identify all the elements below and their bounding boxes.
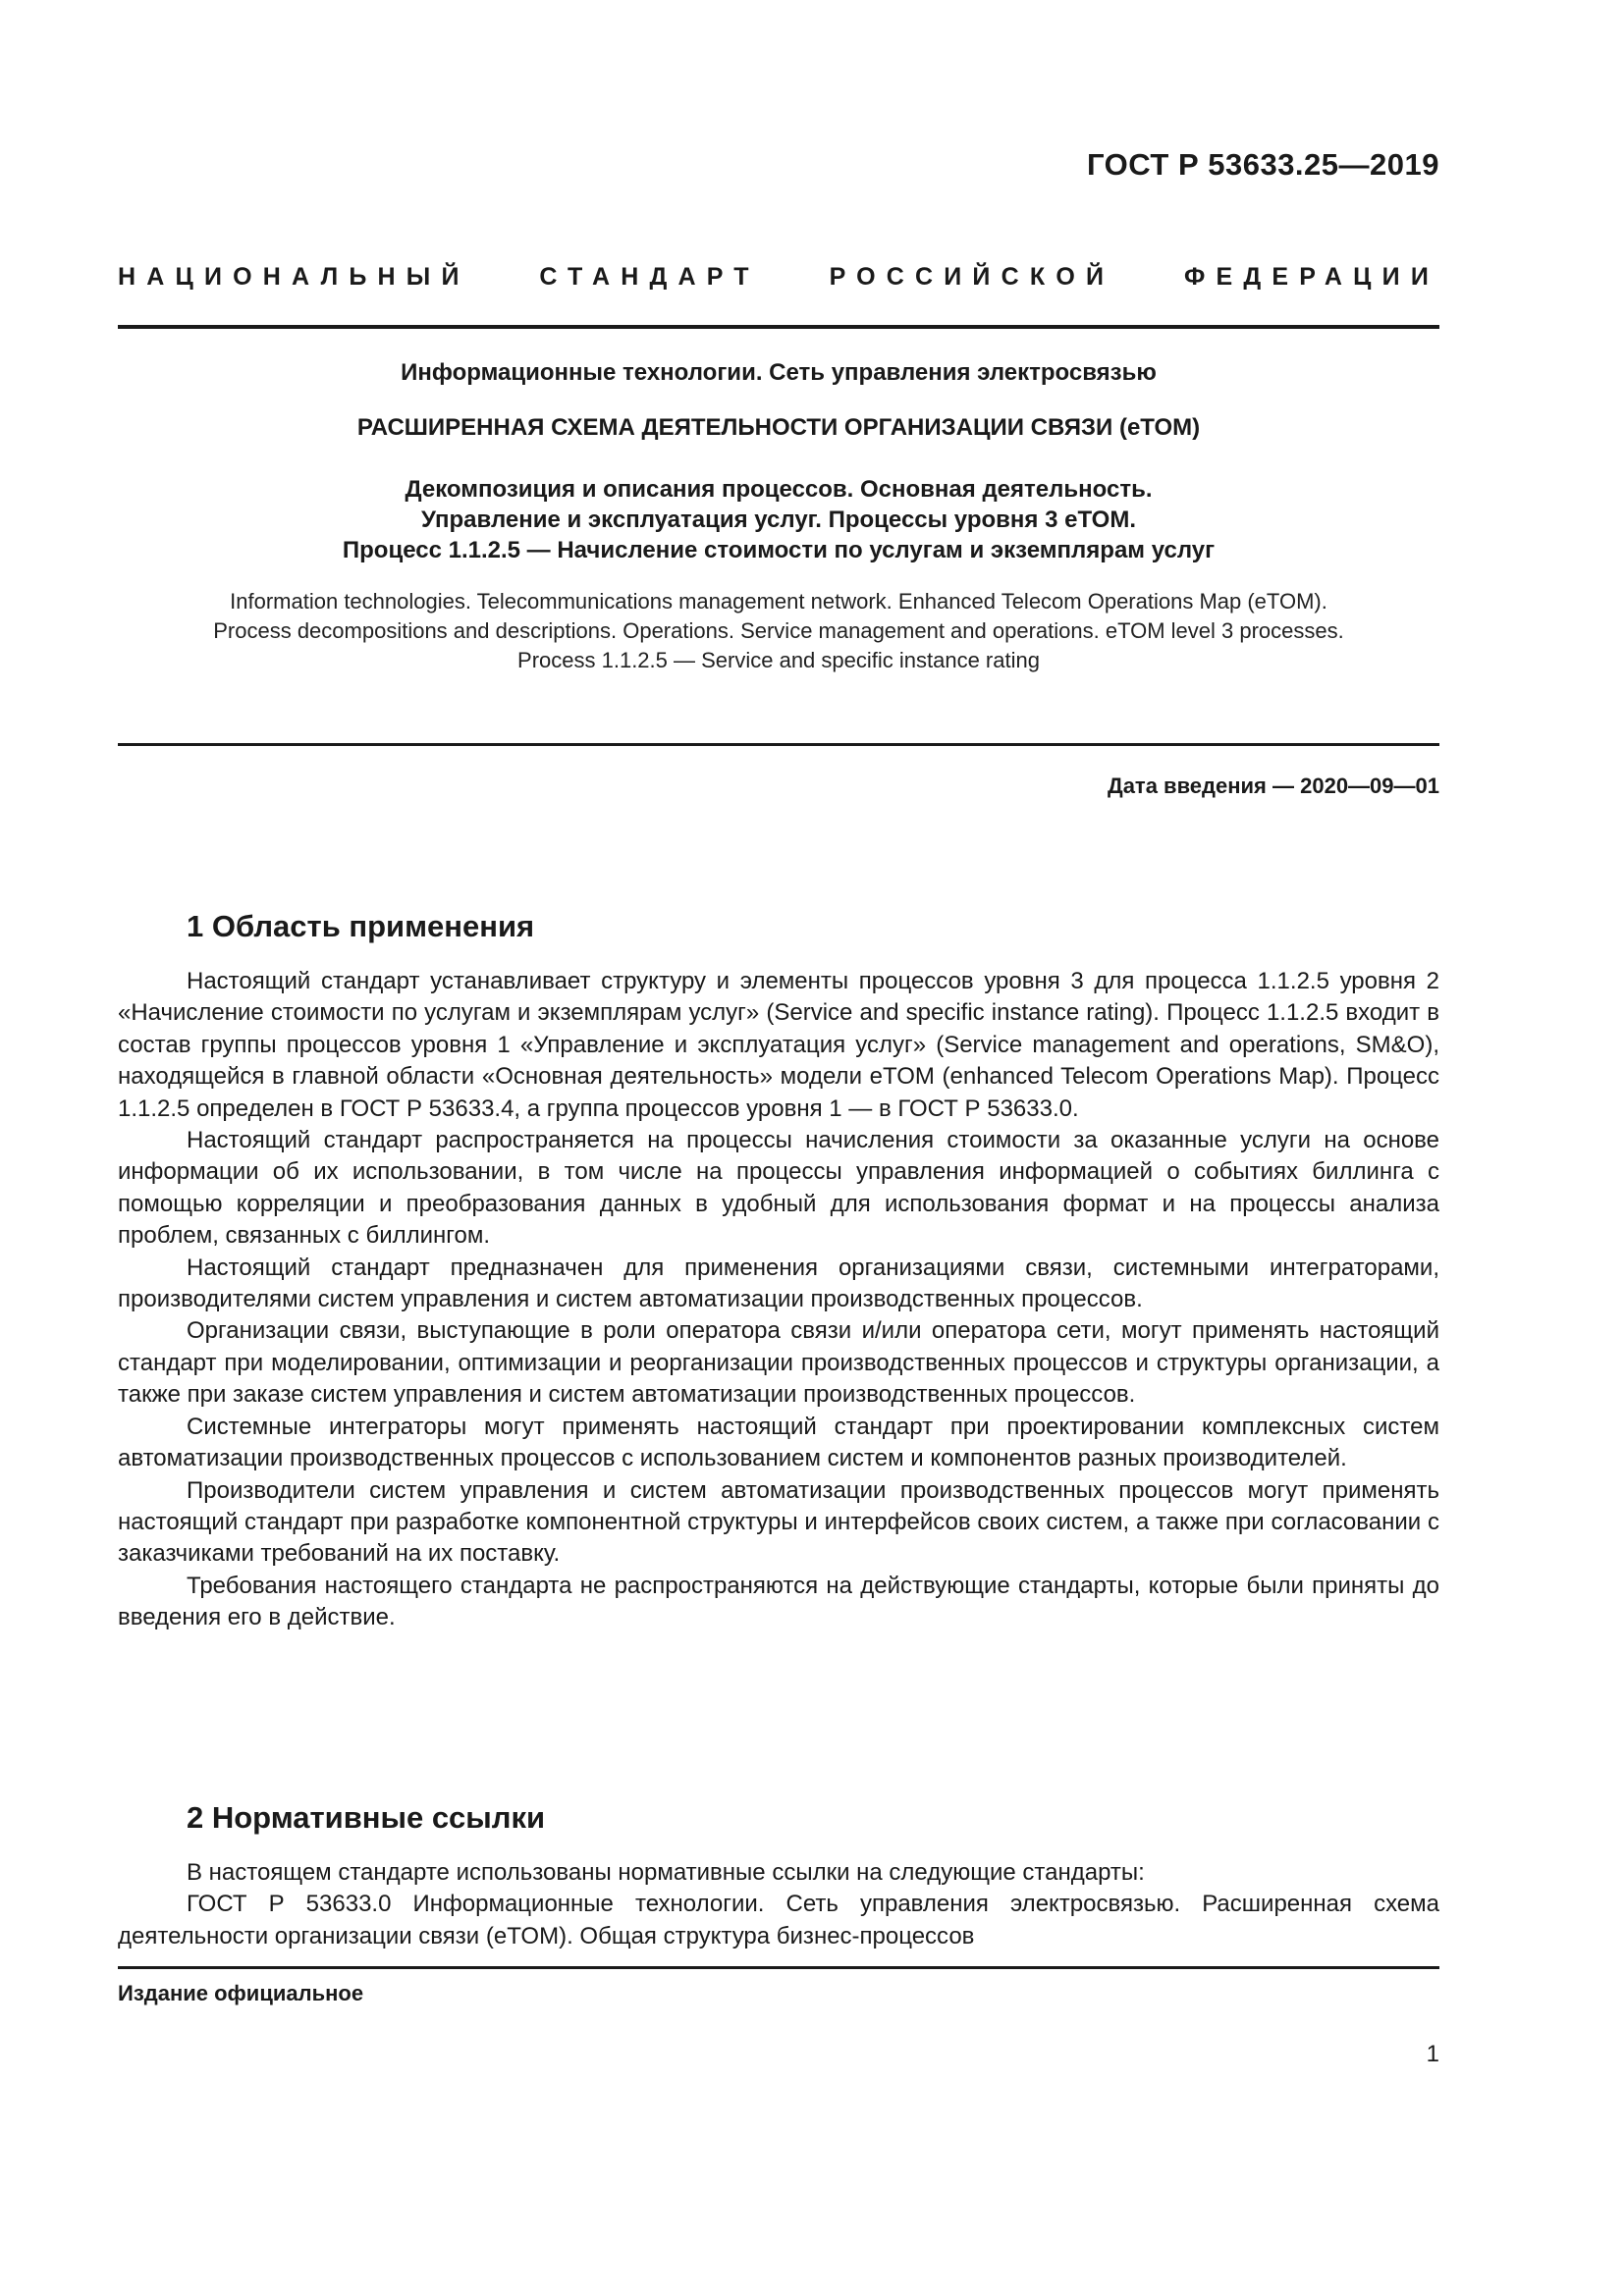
national-standard-banner: НАЦИОНАЛЬНЫЙ СТАНДАРТ РОССИЙСКОЙ ФЕДЕРАЦИИ — [118, 263, 1439, 291]
english-title-line-2: Process decompositions and descriptions. Operations. Service management and operations. eTOM level 3 processes. — [213, 618, 1344, 643]
title-line-3a: Декомпозиция и описания процессов. Основная деятельность. — [405, 476, 1153, 503]
paragraph: ГОСТ Р 53633.0 Информационные технологии. Сеть управления электросвязью. Расширенная схема деятельности организации связи (eTOM). Общая структура бизнес-процессов — [118, 1891, 1439, 1949]
paragraph: Организации связи, выступающие в роли оператора связи и/или оператора сети, могут применять настоящий стандарт при моделировании, оптимизации и реорганизации производственных процессов и структуры организации, а также при заказе систем управления и систем автоматизации производственных процессов. — [118, 1317, 1439, 1409]
paragraph: Системные интеграторы могут применять настоящий стандарт при проектировании комплексных систем автоматизации производственных процессов с использованием систем и компонентов разных производителей. — [118, 1413, 1439, 1472]
paragraph: Настоящий стандарт устанавливает структуру и элементы процессов уровня 3 для процесса 1.1.2.5 уровня 2 «Начисление стоимости по услугам и экземплярам услуг» (Service and specific instance rating). Процесс 1.1.2.5 входит в состав группы процессов уровня 1 «Управление и эксплуатация услуг» (Service management and operations, SM&O), находящейся в главной области «Основная деятельность» модели eTOM (enhanced Telecom Operations Map). Процесс 1.1.2.5 определен в ГОСТ Р 53633.4, а группа процессов уровня 1 — в ГОСТ Р 53633.0. — [118, 968, 1439, 1122]
title-line-3b: Управление и эксплуатация услуг. Процессы уровня 3 eTOM. — [420, 507, 1136, 533]
paragraph: В настоящем стандарте использованы нормативные ссылки на следующие стандарты: — [187, 1859, 1145, 1886]
section-normative-references — [118, 1800, 1439, 1952]
top-divider — [118, 325, 1439, 329]
title-divider — [118, 743, 1439, 746]
title-line-2: РАСШИРЕННАЯ СХЕМА ДЕЯТЕЛЬНОСТИ ОРГАНИЗАЦИИ СВЯЗИ (eTOM) — [356, 414, 1201, 441]
english-title-line-3: Process 1.1.2.5 — Service and specific instance rating — [517, 648, 1040, 672]
paragraph: Требования настоящего стандарта не распространяются на действующие стандарты, которые были приняты до введения его в действие. — [118, 1572, 1439, 1631]
introduction-date: Дата введения — 2020—09—01 — [1108, 774, 1439, 798]
english-title-line-1: Information technologies. Telecommunications management network. Enhanced Telecom Operations Map (eTOM). — [230, 589, 1327, 614]
paragraph: Настоящий стандарт распространяется на процессы начисления стоимости за оказанные услуги на основе информации об их использовании, в том числе на процессы управления информацией о событиях биллинга с помощью корреляции и преобразования данных в удобный для использования формат и на процессы анализа проблем, связанных с биллингом. — [118, 1127, 1439, 1250]
section-scope — [118, 909, 1439, 1634]
section-heading: 2 Нормативные ссылки — [187, 1800, 546, 1835]
document-number: ГОСТ Р 53633.25—2019 — [1087, 147, 1439, 182]
title-block — [118, 358, 1439, 675]
section-heading: 1 Область применения — [187, 909, 535, 943]
footer-divider — [118, 1966, 1439, 1969]
document-page — [118, 0, 1439, 2296]
page-number: 1 — [1426, 2041, 1439, 2067]
paragraph: Производители систем управления и систем автоматизации производственных процессов могут применять настоящий стандарт при разработке компонентной структуры и интерфейсов своих систем, а также при согласовании с заказчиками требований на их поставку. — [118, 1476, 1439, 1568]
title-line-1: Информационные технологии. Сеть управления электросвязью — [401, 359, 1157, 386]
english-title — [118, 587, 1439, 675]
title-line-3c: Процесс 1.1.2.5 — Начисление стоимости по услугам и экземплярам услуг — [342, 537, 1216, 563]
official-edition-label: Издание официальное — [118, 1981, 364, 2005]
paragraph: Настоящий стандарт предназначен для применения организациями связи, системными интеграторами, производителями систем управления и систем автоматизации производственных процессов. — [118, 1254, 1439, 1313]
